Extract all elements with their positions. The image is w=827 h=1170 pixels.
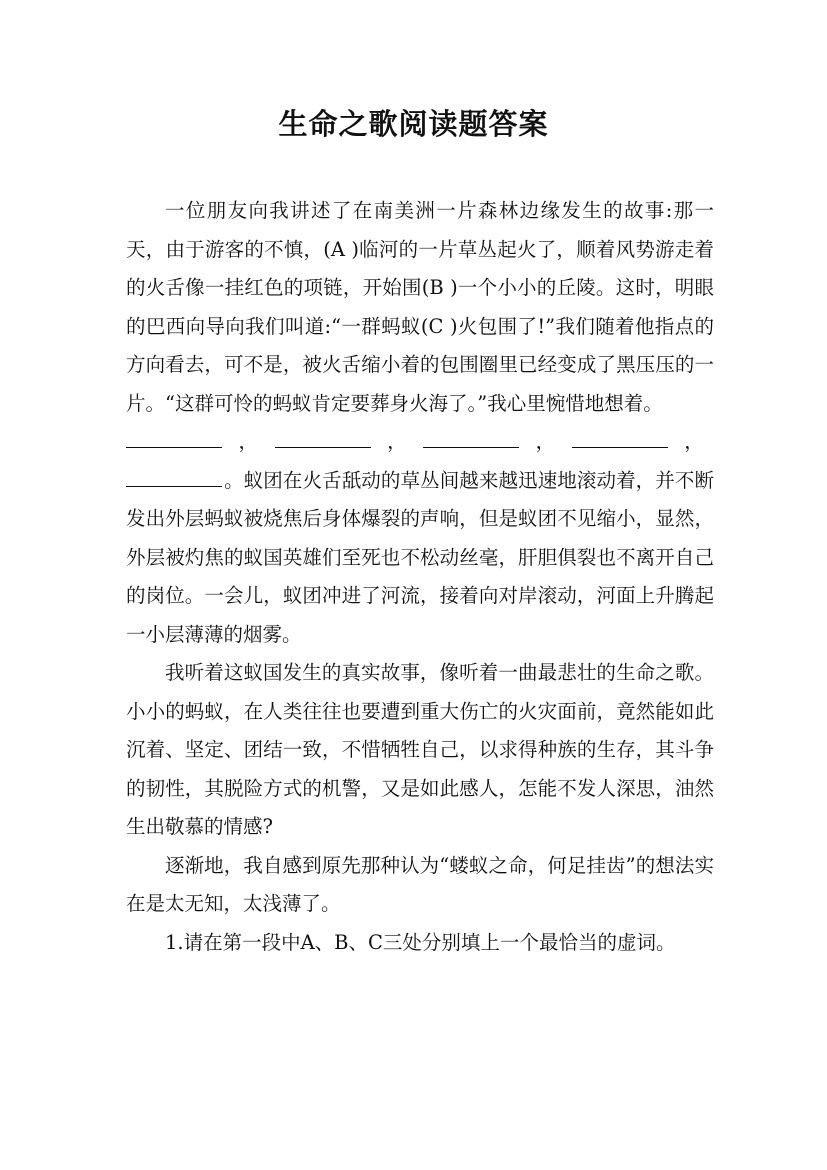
blank-separator: ， [387, 430, 407, 453]
paragraph-1-continued-text: 。蚁团在火舌舐动的草丛间越来越迅速地滚动着，并不断发出外层蚂蚁被烧焦后身体爆裂的声响，但是蚁团不见缩小，显然，外层被灼焦的蚁国英雄们至死也不松动丝毫，肝胆俱裂也不离开自己的岗位。一会儿，蚁团冲进了河流，接着向对岸滚动，河面上升腾起一小层薄薄的烟雾。 [126, 468, 714, 646]
answer-blank-1[interactable] [126, 447, 222, 448]
paragraph-3: 逐渐地，我自感到原先那种认为“蝼蚁之命，何足挂齿”的想法实在是太无知，太浅薄了。 [126, 853, 714, 915]
blank-separator: ， [684, 430, 704, 453]
fill-in-blanks-row [126, 423, 714, 462]
answer-blank-3[interactable] [423, 447, 519, 448]
document-body [126, 192, 714, 962]
question-1: 1.请在第一段中A、B、C三处分别填上一个最恰当的虚词。 [165, 930, 676, 954]
paragraph-2: 我听着这蚁国发生的真实故事，像听着一曲最悲壮的生命之歌。小小的蚂蚁，在人类往往也要遭到重大伤亡的火灾面前，竟然能如此沉着、坚定、团结一致，不惜牺牲自己，以求得种族的生存，其斗争的韧性，其脱险方式的机警，又是如此感人，怎能不发人深思，油然生出敬慕的情感? [126, 661, 714, 838]
paragraph-1-continued [126, 462, 714, 655]
paragraph-1: 一位朋友向我讲述了在南美洲一片森林边缘发生的故事:那一天，由于游客的不慎，(A )临河的一片草丛起火了，顺着风势游走着的火舌像一挂红色的项链，开始围(B )一个小小的丘陵。这时，明眼的巴西向导向我们叫道:“一群蚂蚁(C )火包围了!”我们随着他指点的方向看去，可不是，被火舌缩小着的包围圈里已经变成了黑压压的一片。“这群可怜的蚂蚁肯定要葬身火海了。”我心里惋惜地想着。 [126, 199, 714, 415]
blank-separator: ， [238, 430, 259, 453]
blank-separator: ， [535, 430, 556, 453]
answer-blank-4[interactable] [572, 447, 668, 448]
answer-blank-2[interactable] [275, 447, 371, 448]
document-title: 生命之歌阅读题答案 [278, 107, 549, 141]
answer-blank-5[interactable] [126, 486, 222, 487]
